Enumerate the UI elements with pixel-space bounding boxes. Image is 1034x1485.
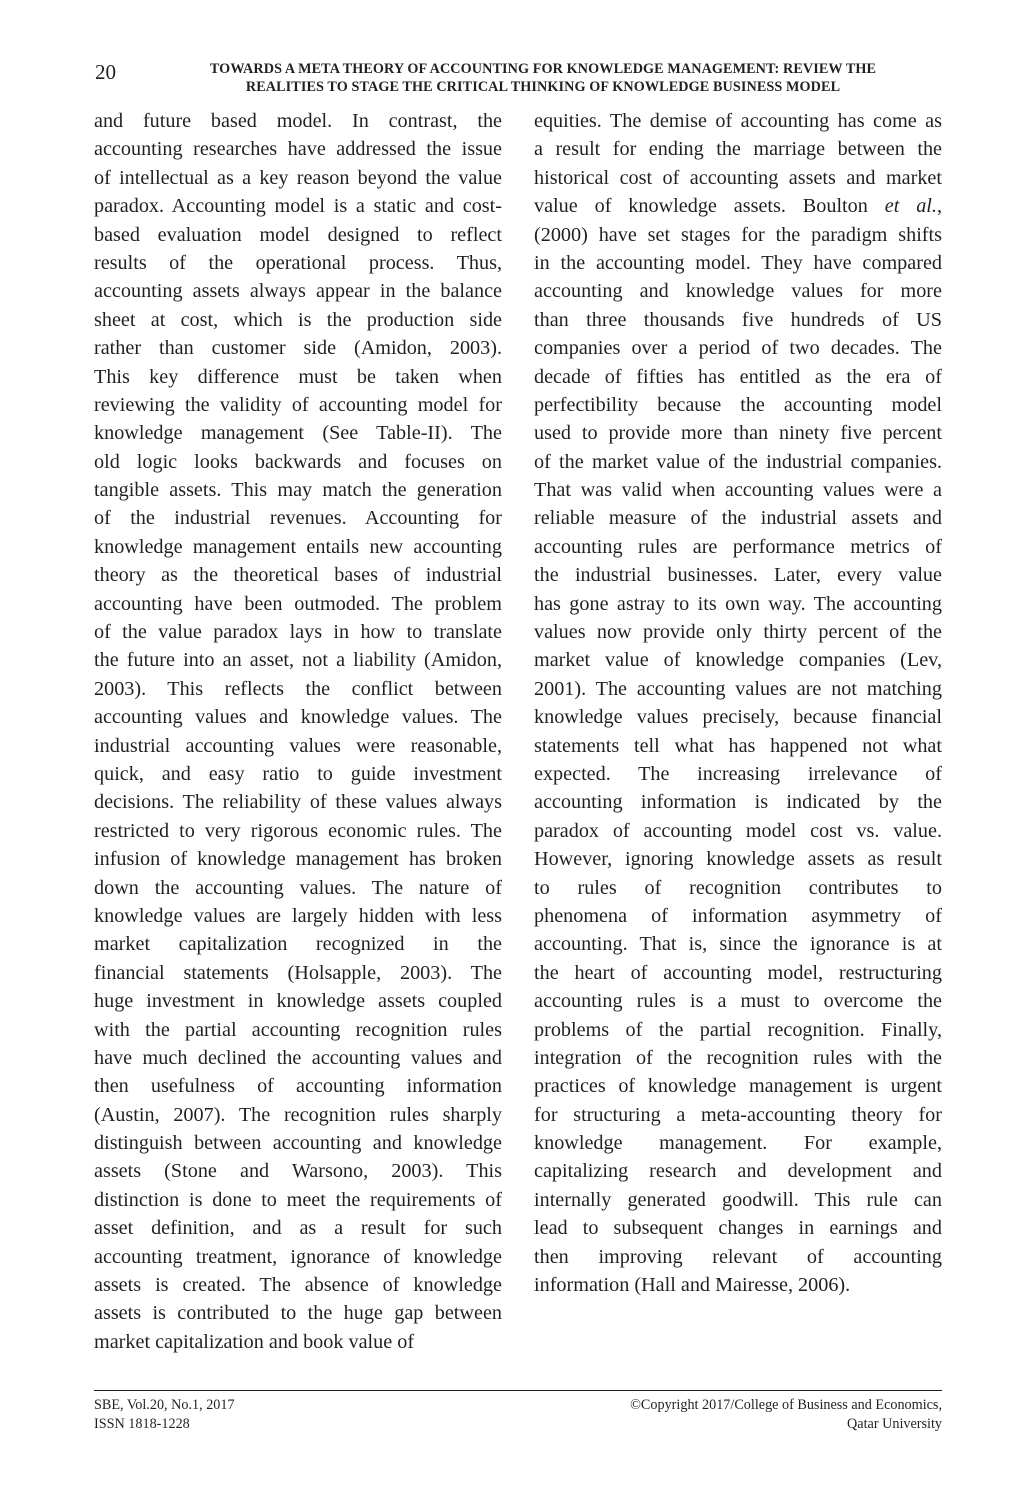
running-head-line-1: TOWARDS A META THEORY OF ACCOUNTING FOR KNOWLEDGE MANAGEMENT: REVIEW THE bbox=[209, 61, 877, 77]
text-line: industrial accounting values were reasonable, bbox=[94, 734, 502, 757]
footer-journal: SBE, Vol.20, No.1, 2017 bbox=[94, 1397, 235, 1413]
text-line: distinction is done to meet the requirements of bbox=[94, 1188, 502, 1211]
text-line: accounting assets always appear in the balance bbox=[94, 280, 502, 303]
text-line: accounting and knowledge values for more bbox=[534, 280, 942, 303]
text-line: decade of fifties has entitled as the era of bbox=[534, 365, 942, 388]
text-line: paradox of accounting model cost vs. value. bbox=[534, 819, 942, 842]
text-line: internally generated goodwill. This rule can bbox=[534, 1188, 942, 1211]
text-line: the industrial businesses. Later, every value bbox=[534, 564, 942, 587]
text-line: information (Hall and Mairesse, 2006). bbox=[534, 1274, 851, 1297]
text-line: historical cost of accounting assets and market bbox=[534, 166, 942, 189]
running-head-line-2: REALITIES TO STAGE THE CRITICAL THINKING OF KNOWLEDGE BUSINESS MODEL bbox=[245, 79, 841, 95]
text-line: That was valid when accounting values were a bbox=[534, 479, 942, 502]
text-line: integration of the recognition rules with the bbox=[534, 1046, 942, 1069]
text-line: theory as the theoretical bases of industrial bbox=[94, 564, 502, 587]
text-line: This key difference must be taken when bbox=[94, 365, 502, 388]
text-line: assets is contributed to the huge gap between bbox=[94, 1302, 502, 1325]
text-line: to rules of recognition contributes to bbox=[534, 876, 942, 899]
text-line: then usefulness of accounting information bbox=[94, 1075, 502, 1098]
text-line: reliable measure of the industrial assets and bbox=[534, 507, 942, 530]
text-line: accounting rules is a must to overcome the bbox=[534, 990, 942, 1013]
text-line: knowledge management. For example, bbox=[534, 1132, 942, 1155]
text-line: based evaluation model designed to reflect bbox=[94, 223, 502, 246]
text-line: problems of the partial recognition. Finally, bbox=[534, 1018, 942, 1041]
text-line: the future into an asset, not a liability (Amidon, bbox=[94, 649, 502, 672]
text-line: sheet at cost, which is the production side bbox=[94, 308, 502, 331]
text-line: phenomena of information asymmetry of bbox=[534, 904, 942, 927]
text-line: 2001). The accounting values are not matching bbox=[534, 677, 942, 700]
text-line: restricted to very rigorous economic rules. The bbox=[94, 819, 502, 842]
text-line: knowledge values are largely hidden with less bbox=[94, 904, 502, 927]
text-line: accounting have been outmoded. The problem bbox=[94, 592, 502, 615]
text-line: knowledge management (See Table-II). The bbox=[94, 422, 502, 445]
text-line: rather than customer side (Amidon, 2003). bbox=[94, 337, 502, 360]
footer-issn: ISSN 1818-1228 bbox=[94, 1416, 190, 1432]
text-line: value of knowledge assets. Boulton et al., bbox=[534, 195, 943, 218]
text-line: values now provide only thirty percent of the bbox=[534, 621, 942, 644]
text-line: market capitalization recognized in the bbox=[94, 933, 502, 956]
text-line: reviewing the validity of accounting model for bbox=[94, 393, 502, 416]
text-line: expected. The increasing irrelevance of bbox=[534, 762, 942, 785]
text-line: in the accounting model. They have compared bbox=[534, 251, 942, 274]
text-line: accounting rules are performance metrics of bbox=[534, 535, 942, 558]
text-line: have much declined the accounting values and bbox=[94, 1046, 502, 1069]
text-line: accounting values and knowledge values. The bbox=[94, 706, 502, 729]
running-head bbox=[148, 60, 938, 96]
text-line: the heart of accounting model, restructuring bbox=[534, 961, 942, 984]
text-line: used to provide more than ninety five percent bbox=[534, 422, 942, 445]
text-line: (2000) have set stages for the paradigm shifts bbox=[534, 223, 942, 246]
text-line: of intellectual as a key reason beyond the value bbox=[94, 166, 502, 189]
text-line: for structuring a meta-accounting theory for bbox=[534, 1103, 942, 1126]
text-line: assets is created. The absence of knowledge bbox=[94, 1274, 502, 1297]
text-line: 2003). This reflects the conflict between bbox=[94, 677, 502, 700]
text-line: decisions. The reliability of these values always bbox=[94, 791, 502, 814]
text-line: (Austin, 2007). The recognition rules sharply bbox=[94, 1103, 502, 1126]
footer-copyright: ©Copyright 2017/College of Business and Economics, bbox=[630, 1397, 942, 1413]
text-line: huge investment in knowledge assets coupled bbox=[94, 990, 502, 1013]
text-line: of the value paradox lays in how to translate bbox=[94, 621, 502, 644]
text-line: a result for ending the marriage between the bbox=[534, 138, 942, 161]
text-line: lead to subsequent changes in earnings and bbox=[534, 1217, 942, 1240]
text-line: with the partial accounting recognition rules bbox=[94, 1018, 502, 1041]
text-line: then improving relevant of accounting bbox=[534, 1245, 942, 1268]
right-text-column bbox=[534, 107, 942, 1299]
text-line: capitalizing research and development and bbox=[534, 1160, 942, 1183]
text-line: accounting treatment, ignorance of knowledge bbox=[94, 1245, 502, 1268]
text-line: knowledge management entails new accounting bbox=[94, 535, 502, 558]
text-line: market value of knowledge companies (Lev, bbox=[534, 649, 942, 672]
text-line: old logic looks backwards and focuses on bbox=[94, 450, 502, 473]
footer-copyright-info bbox=[630, 1396, 942, 1434]
text-line: of the industrial revenues. Accounting for bbox=[94, 507, 502, 530]
text-line: asset definition, and as a result for such bbox=[94, 1217, 502, 1240]
text-line: perfectibility because the accounting model bbox=[534, 393, 942, 416]
text-line: However, ignoring knowledge assets as result bbox=[534, 848, 942, 871]
text-line: distinguish between accounting and knowledge bbox=[94, 1132, 502, 1155]
left-text-column bbox=[94, 107, 502, 1356]
text-line: statements tell what has happened not what bbox=[534, 734, 942, 757]
text-line: results of the operational process. Thus, bbox=[94, 251, 502, 274]
text-line: equities. The demise of accounting has come as bbox=[534, 110, 942, 132]
footer-journal-info bbox=[94, 1396, 235, 1434]
text-line: practices of knowledge management is urgent bbox=[534, 1075, 942, 1098]
text-line: paradox. Accounting model is a static and cost- bbox=[94, 195, 502, 218]
footer-divider bbox=[94, 1390, 942, 1391]
text-line: financial statements (Holsapple, 2003). The bbox=[94, 961, 502, 984]
text-line: accounting. That is, since the ignorance is at bbox=[534, 933, 942, 956]
text-line: of the market value of the industrial companies. bbox=[534, 450, 942, 473]
text-line: and future based model. In contrast, the bbox=[94, 110, 502, 132]
text-line: assets (Stone and Warsono, 2003). This bbox=[94, 1160, 502, 1183]
text-line: tangible assets. This may match the generation bbox=[94, 479, 502, 502]
footer-university: Qatar University bbox=[847, 1416, 942, 1432]
text-line: infusion of knowledge management has broken bbox=[94, 848, 502, 871]
text-line: quick, and easy ratio to guide investment bbox=[94, 762, 502, 785]
text-line: market capitalization and book value of bbox=[94, 1330, 415, 1353]
text-line: accounting researches have addressed the issue bbox=[94, 138, 502, 161]
text-line: has gone astray to its own way. The accounting bbox=[534, 592, 942, 615]
text-line: than three thousands five hundreds of US bbox=[534, 308, 942, 331]
text-line: down the accounting values. The nature of bbox=[94, 876, 502, 899]
text-line: accounting information is indicated by the bbox=[534, 791, 942, 814]
text-line: knowledge values precisely, because financial bbox=[534, 706, 942, 729]
text-line: companies over a period of two decades. The bbox=[534, 337, 942, 360]
page-number: 20 bbox=[95, 60, 116, 84]
